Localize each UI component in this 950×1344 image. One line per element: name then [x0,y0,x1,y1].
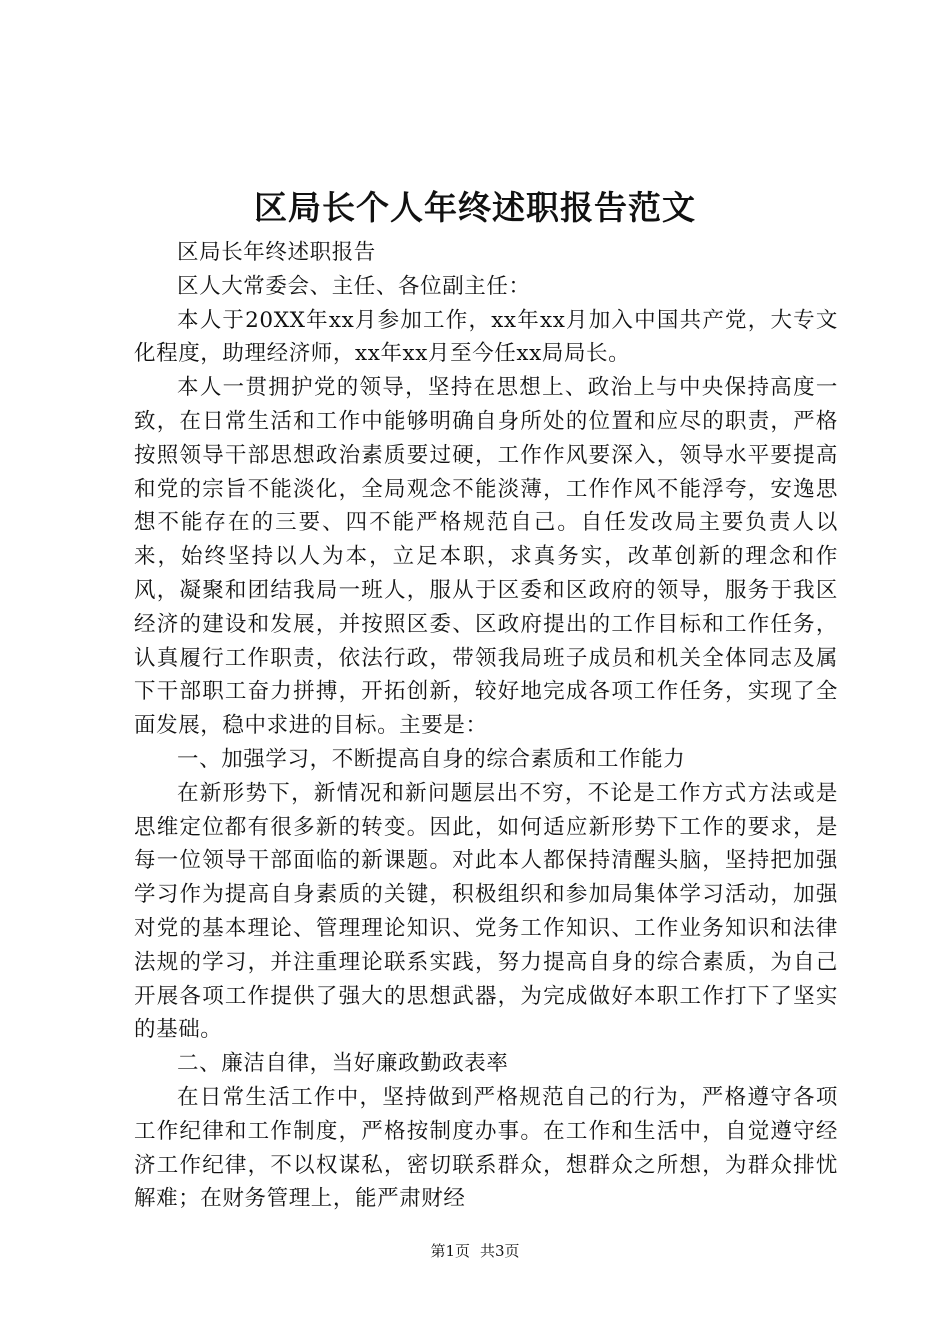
section-heading-1: 一、加强学习，不断提高自身的综合素质和工作能力 [177,746,686,772]
paragraph-salutation: 区人大常委会、主任、各位副主任： [177,273,531,299]
page-total: 共3页 [480,1242,520,1260]
document-title: 区局长个人年终述职报告范文 [254,188,696,227]
page-number: 第1页 [430,1242,470,1260]
page-footer [0,1240,950,1262]
document-body [134,236,838,1216]
paragraph-section-1: 在新形势下，新情况和新问题层出不穷，不论是工作方式方法或是思维定位都有很多新的转变。因此，如何适应新形势下工作的要求，是每一位领导干部面临的新课题。对此本人都保持清醒头脑，坚持把加强学习作为提高自身素质的关键，积极组织和参加局集体学习活动，加强对党的基本理论、管理理论知识、党务工作知识、工作业务知识和法律法规的学习，并注重理论联系实践，努力提高自身的综合素质，为自己开展各项工作提供了强大的思想武器，为完成做好本职工作打下了坚实的基础。 [134,780,838,1043]
section-heading-2: 二、廉洁自律，当好廉政勤政表率 [177,1051,509,1077]
paragraph-overview: 本人一贯拥护党的领导，坚持在思想上、政治上与中央保持高度一致，在日常生活和工作中能够明确自身所处的位置和应尽的职责，严格按照领导干部思想政治素质要过硬，工作作风要深入，领导水平要提高和党的宗旨不能淡化，全局观念不能淡薄，工作作风不能浮夸，安逸思想不能存在的三要、四不能严格规范自己。自任发改局主要负责人以来，始终坚持以人为本，立足本职，求真务实，改革创新的理念和作风，凝聚和团结我局一班人，服从于区委和区政府的领导，服务于我区经济的建设和发展，并按照区委、区政府提出的工作目标和工作任务，认真履行工作职责，依法行政，带领我局班子成员和机关全体同志及属下干部职工奋力拼搏，开拓创新，较好地完成各项工作任务，实现了全面发展，稳中求进的目标。主要是： [134,375,838,739]
paragraph-subtitle: 区局长年终述职报告 [177,240,376,265]
paragraph-intro: 本人于20XX年xx月参加工作，xx年xx月加入中国共产党，大专文化程度，助理经济师，xx年xx月至今任xx局局长。 [134,307,838,367]
paragraph-section-2: 在日常生活工作中，坚持做到严格规范自己的行为，严格遵守各项工作纪律和工作制度，严格按制度办事。在工作和生活中，自觉遵守经济工作纪律，不以权谋私，密切联系群众，想群众之所想，为群众排忧解难；在财务管理上，能严肃财经 [134,1084,838,1212]
